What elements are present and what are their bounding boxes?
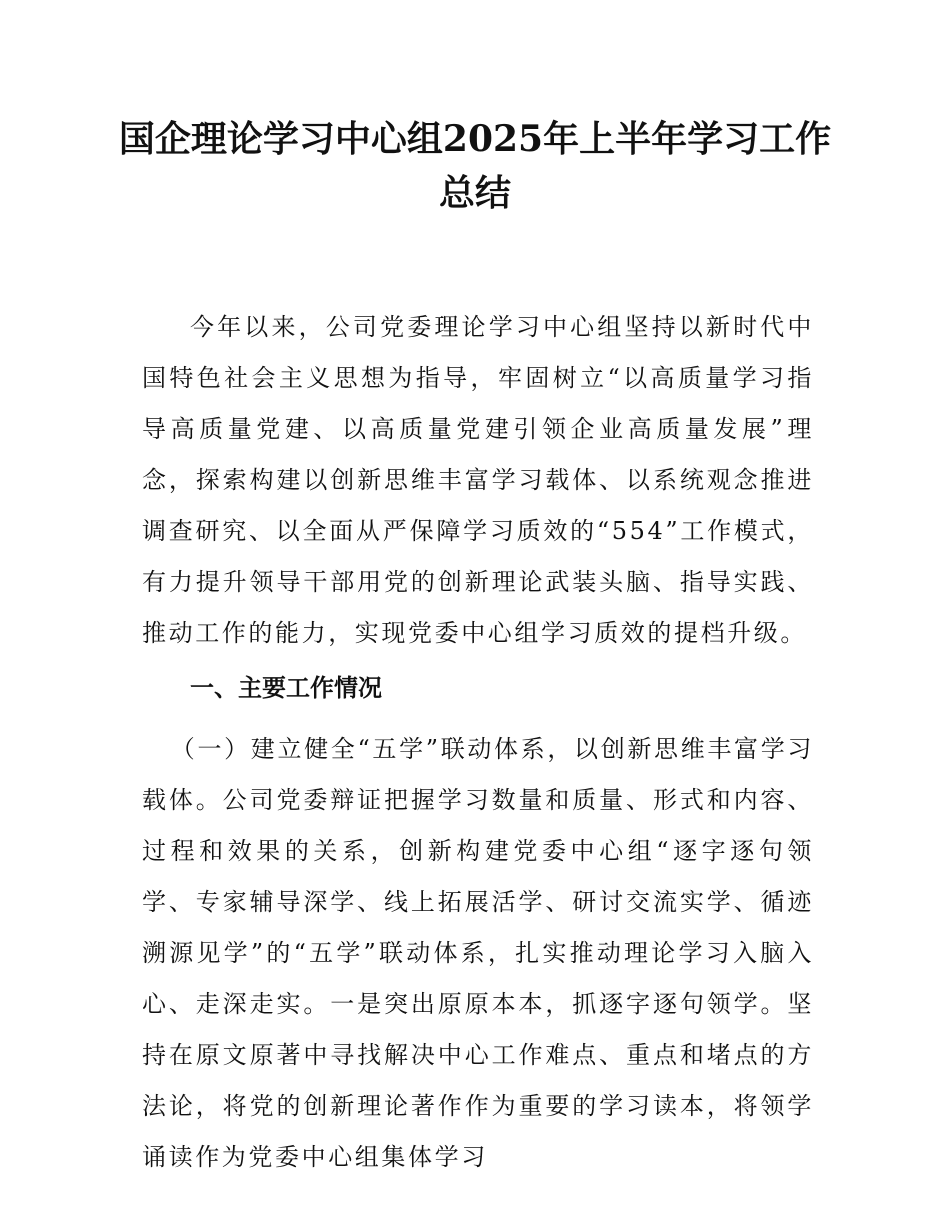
document-title-line-1: 国企理论学习中心组2025年上半年学习工作 — [118, 118, 832, 160]
document-title — [100, 112, 850, 220]
subsection-paragraph-five-learning-system: （一）建立健全“五学”联动体系，以创新思维丰富学习载体。公司党委辩证把握学习数量和质量、形式和内容、过程和效果的关系，创新构建党委中心组“逐字逐句领学、专家辅导深学、线上拓展活学、研讨交流实学、循迹溯源见学”的“五学”联动体系，扎实推动理论学习入脑入心、走深走实。一是突出原原本本，抓逐字逐句领学。坚持在原文原著中寻找解决中心工作难点、重点和堵点的方法论，将党的创新理论著作作为重要的学习读本，将领学诵读作为党委中心组集体学习 — [142, 735, 814, 1171]
intro-paragraph: 今年以来，公司党委理论学习中心组坚持以新时代中国特色社会主义思想为指导，牢固树立“以高质量学习指导高质量党建、以高质量党建引领企业高质量发展”理念，探索构建以创新思维丰富学习载体、以系统观念推进调查研究、以全面从严保障学习质效的“554”工作模式，有力提升领导干部用党的创新理论武装头脑、指导实践、推动工作的能力，实现党委中心组学习质效的提档升级。 — [142, 313, 814, 647]
section-heading-main-work: 一、主要工作情况 — [190, 674, 382, 702]
document-title-line-2: 总结 — [438, 172, 511, 214]
